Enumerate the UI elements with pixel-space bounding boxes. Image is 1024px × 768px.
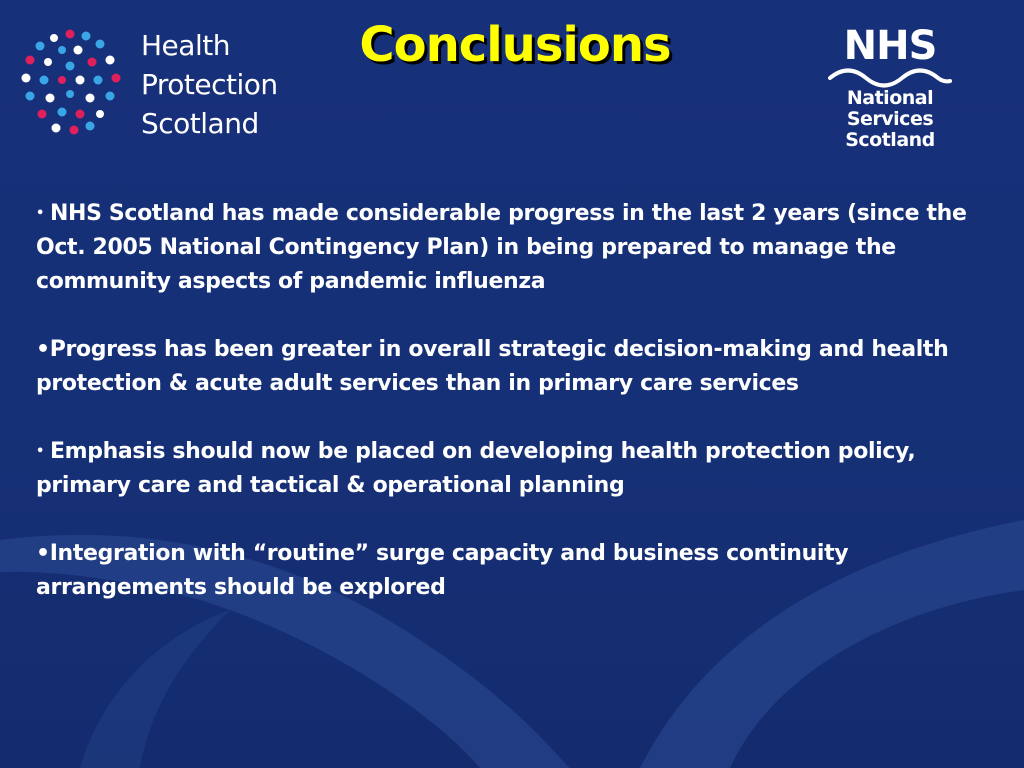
- bullet-marker: •: [36, 541, 50, 566]
- bullet-text: Progress has been greater in overall strategic decision-making and health protection & acute adult services than in primary care services: [36, 337, 949, 396]
- nhs-logo: [826, 23, 954, 158]
- bullet-text: NHS Scotland has made considerable progress in the last 2 years (since the Oct. 2005 National Contingency Plan) in being prepared to manage the community aspects of pandemic influenza: [36, 201, 967, 294]
- nhs-wave-icon: [828, 66, 952, 88]
- nhs-logo-line-2: Services: [846, 108, 934, 130]
- list-item: [36, 333, 998, 401]
- bullet-marker: •: [36, 337, 50, 362]
- bullet-marker: •: [36, 444, 44, 459]
- nhs-logo-line-1: National: [846, 87, 934, 109]
- bullet-marker: •: [36, 206, 44, 221]
- list-item: [36, 537, 998, 605]
- hps-logo-line-3: Scotland: [141, 107, 259, 140]
- list-item: [36, 435, 998, 503]
- hps-dots-icon: [18, 26, 128, 136]
- hps-logo-line-1: Health: [141, 29, 230, 62]
- hps-logo: [18, 26, 308, 146]
- slide-title: Conclusions: [359, 17, 671, 73]
- bullet-text: Integration with “routine” surge capacity and business continuity arrangements should be explored: [36, 541, 849, 600]
- nhs-logo-word: NHS: [843, 23, 937, 69]
- bullet-text: Emphasis should now be placed on developing health protection policy, primary care and tactical & operational planning: [36, 439, 916, 498]
- nhs-logo-line-3: Scotland: [845, 129, 935, 151]
- hps-logo-line-2: Protection: [141, 68, 278, 101]
- bullet-list: [36, 197, 998, 639]
- hps-logo-text: [141, 26, 278, 143]
- list-item: [36, 197, 998, 299]
